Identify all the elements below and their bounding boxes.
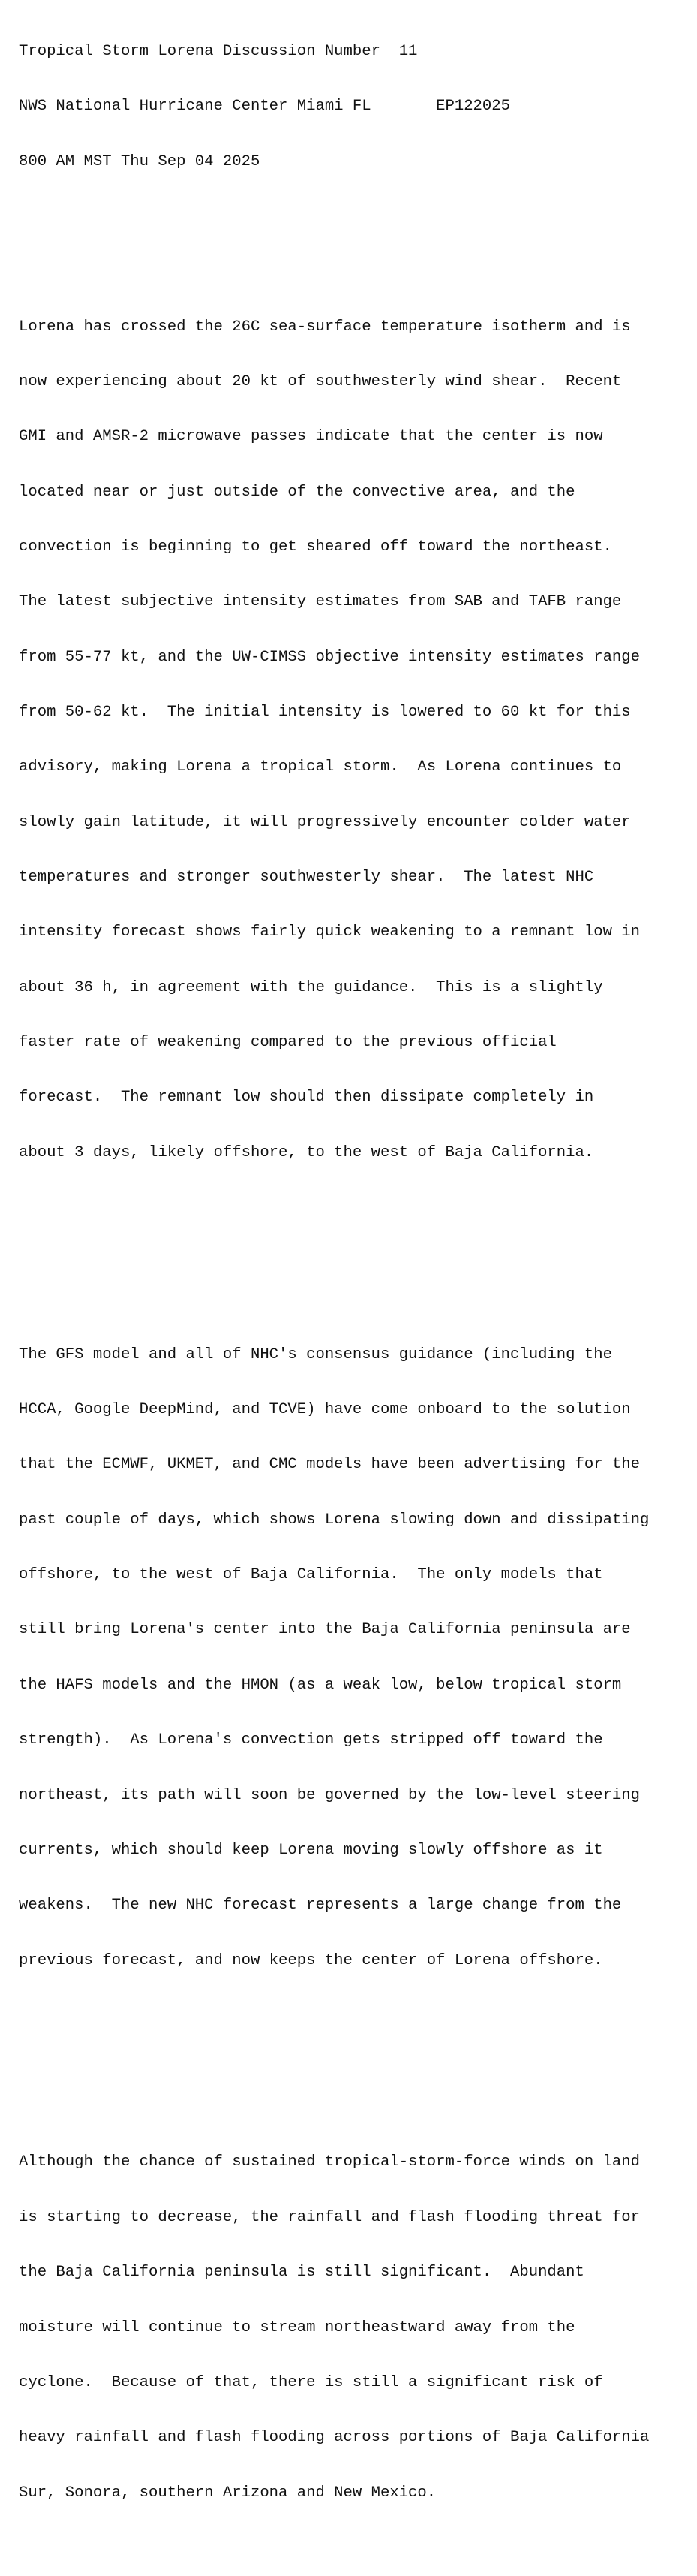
paragraph-line: cyclone. Because of that, there is still a significant risk of (19, 2373, 603, 2391)
paragraph-line: offshore, to the west of Baja California. The only models that (19, 1566, 603, 1584)
discussion-title: Tropical Storm Lorena Discussion Number 11 (19, 42, 418, 60)
paragraph-line: The GFS model and all of NHC's consensus guidance (including the (19, 1345, 612, 1363)
paragraph-line: from 55-77 kt, and the UW-CIMSS objective intensity estimates range (19, 648, 641, 666)
paragraph-line: convection is beginning to get sheared off toward the northeast. (19, 538, 612, 556)
paragraph-line: HCCA, Google DeepMind, and TCVE) have come onboard to the solution (19, 1401, 631, 1419)
paragraph-line: previous forecast, and now keeps the center of Lorena offshore. (19, 1951, 603, 1969)
paragraph-track (19, 1309, 649, 2007)
issuing-office: NWS National Hurricane Center Miami FL EP122025 (19, 98, 510, 116)
blank-line (19, 1236, 649, 1254)
issue-time: 800 AM MST Thu Sep 04 2025 (19, 152, 260, 170)
paragraph-line: Although the chance of sustained tropical-storm-force winds on land (19, 2153, 641, 2171)
paragraph-line: past couple of days, which shows Lorena slowing down and dissipating (19, 1511, 650, 1529)
paragraph-line: currents, which should keep Lorena moving slowly offshore as it (19, 1841, 603, 1859)
paragraph-line: the HAFS models and the HMON (as a weak low, below tropical storm (19, 1676, 622, 1694)
paragraph-line: from 50-62 kt. The initial intensity is lowered to 60 kt for this (19, 704, 631, 722)
blank-line (19, 208, 649, 226)
paragraph-hazards (19, 2117, 649, 2539)
paragraph-line: heavy rainfall and flash flooding across portions of Baja California (19, 2429, 650, 2447)
paragraph-line: moisture will continue to stream northeastward away from the (19, 2318, 575, 2336)
paragraph-line: strength). As Lorena's convection gets stripped off toward the (19, 1731, 603, 1749)
blank-line (19, 2044, 649, 2062)
discussion-text (19, 6, 649, 2576)
paragraph-line: Sur, Sonora, southern Arizona and New Mexico. (19, 2484, 437, 2502)
paragraph-line: weakens. The new NHC forecast represents a large change from the (19, 1897, 622, 1915)
paragraph-intensity (19, 282, 649, 1199)
paragraph-line: located near or just outside of the convective area, and the (19, 483, 575, 501)
paragraph-line: intensity forecast shows fairly quick weakening to a remnant low in (19, 923, 641, 942)
paragraph-line: GMI and AMSR-2 microwave passes indicate that the center is now (19, 428, 603, 446)
paragraph-line: faster rate of weakening compared to the previous official (19, 1034, 557, 1052)
paragraph-line: northeast, its path will soon be governed by the low-level steering (19, 1786, 641, 1804)
paragraph-line: about 36 h, in agreement with the guidance. This is a slightly (19, 978, 603, 996)
paragraph-line: Lorena has crossed the 26C sea-surface temperature isotherm and is (19, 318, 631, 336)
paragraph-line: the Baja California peninsula is still significant. Abundant (19, 2264, 584, 2282)
paragraph-line: is starting to decrease, the rainfall and flash flooding threat for (19, 2208, 641, 2226)
paragraph-line: advisory, making Lorena a tropical storm. As Lorena continues to (19, 758, 622, 776)
paragraph-line: still bring Lorena's center into the Baja California peninsula are (19, 1621, 631, 1639)
paragraph-line: now experiencing about 20 kt of southwesterly wind shear. Recent (19, 372, 622, 390)
paragraph-line: The latest subjective intensity estimates from SAB and TAFB range (19, 593, 622, 611)
paragraph-line: slowly gain latitude, it will progressively encounter colder water (19, 813, 631, 831)
paragraph-line: that the ECMWF, UKMET, and CMC models have been advertising for the (19, 1456, 641, 1474)
paragraph-line: temperatures and stronger southwesterly shear. The latest NHC (19, 869, 594, 887)
paragraph-line: forecast. The remnant low should then dissipate completely in (19, 1089, 594, 1107)
paragraph-line: about 3 days, likely offshore, to the west of Baja California. (19, 1143, 594, 1161)
